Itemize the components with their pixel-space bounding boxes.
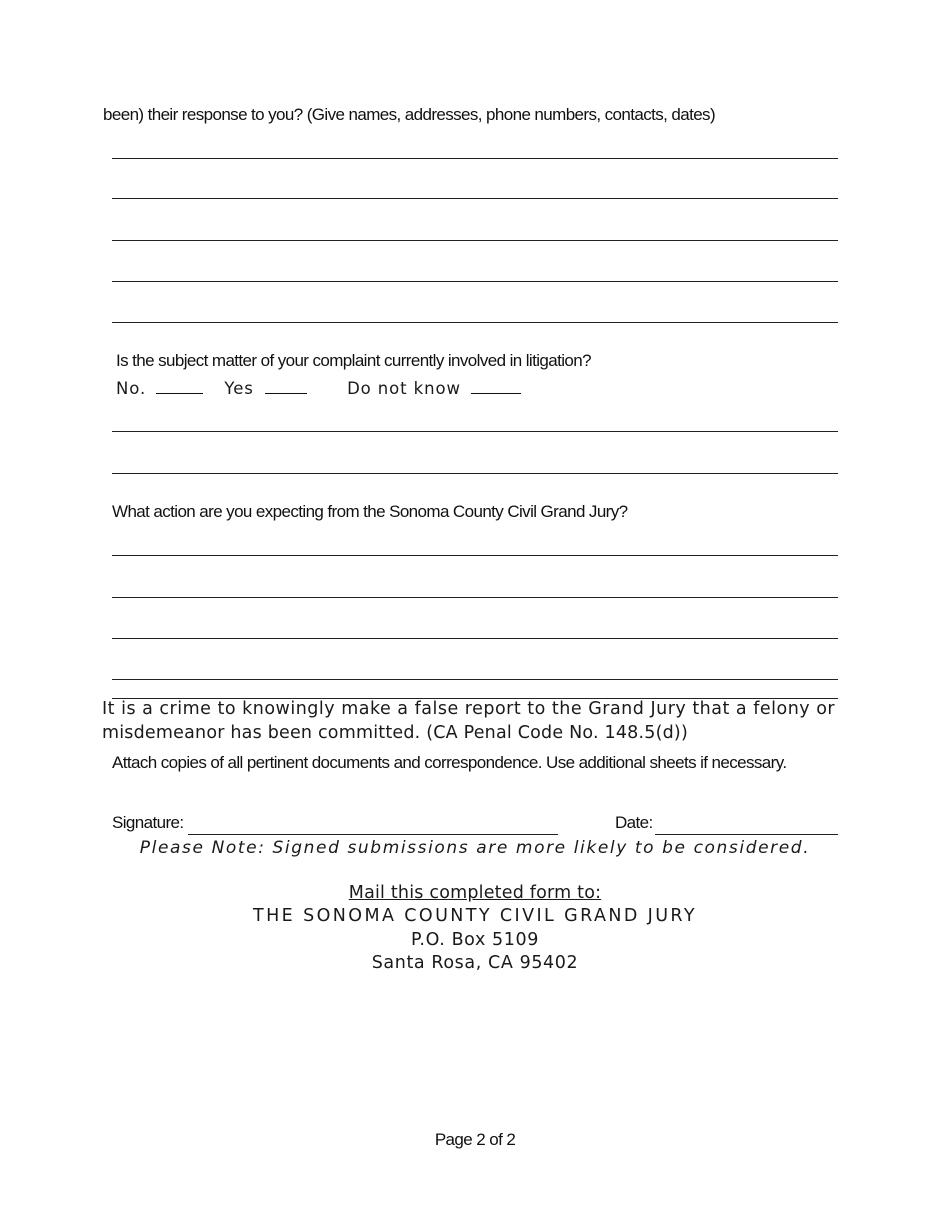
answer-line[interactable] bbox=[112, 638, 838, 639]
mail-heading: Mail this completed form to: bbox=[348, 883, 602, 903]
answer-line[interactable] bbox=[112, 281, 838, 282]
litigation-unknown-blank[interactable] bbox=[471, 392, 521, 394]
mail-city: Santa Rosa, CA 95402 bbox=[371, 953, 579, 973]
litigation-no-blank[interactable] bbox=[156, 392, 203, 394]
litigation-yes-blank[interactable] bbox=[265, 392, 307, 394]
attach-note: Attach copies of all pertinent documents and correspondence. Use additional sheets if necessary. bbox=[112, 753, 787, 772]
action-question: What action are you expecting from the Sonoma County Civil Grand Jury? bbox=[112, 502, 628, 521]
answer-line[interactable] bbox=[112, 431, 838, 432]
mail-organization: THE SONOMA COUNTY CIVIL GRAND JURY bbox=[253, 906, 697, 926]
false-report-warning-line2: misdemeanor has been committed. (CA Penal Code No. 148.5(d)) bbox=[102, 723, 688, 743]
continued-question: been) their response to you? (Give names, addresses, phone numbers, contacts, dates) bbox=[103, 105, 716, 124]
signature-label: Signature: bbox=[112, 813, 184, 832]
litigation-question: Is the subject matter of your complaint currently involved in litigation? bbox=[116, 351, 591, 370]
answer-line[interactable] bbox=[112, 240, 838, 241]
litigation-no-label: No. bbox=[116, 379, 147, 398]
date-label: Date: bbox=[615, 813, 653, 832]
answer-line[interactable] bbox=[112, 679, 838, 680]
answer-line[interactable] bbox=[112, 158, 838, 159]
answer-line[interactable] bbox=[112, 555, 838, 556]
answer-line[interactable] bbox=[112, 322, 838, 323]
litigation-options bbox=[116, 379, 521, 398]
answer-line[interactable] bbox=[112, 198, 838, 199]
please-note: Please Note: Signed submissions are more likely to be considered. bbox=[139, 838, 811, 858]
page-number: Page 2 of 2 bbox=[434, 1130, 516, 1149]
answer-line[interactable] bbox=[112, 473, 838, 474]
false-report-warning-line1: It is a crime to knowingly make a false report to the Grand Jury that a felony or bbox=[102, 699, 836, 719]
date-field[interactable] bbox=[655, 834, 838, 835]
litigation-unknown-label: Do not know bbox=[347, 379, 461, 398]
signature-field[interactable] bbox=[188, 834, 558, 835]
litigation-yes-label: Yes bbox=[224, 379, 254, 398]
answer-line[interactable] bbox=[112, 597, 838, 598]
mail-po-box: P.O. Box 5109 bbox=[410, 930, 539, 950]
